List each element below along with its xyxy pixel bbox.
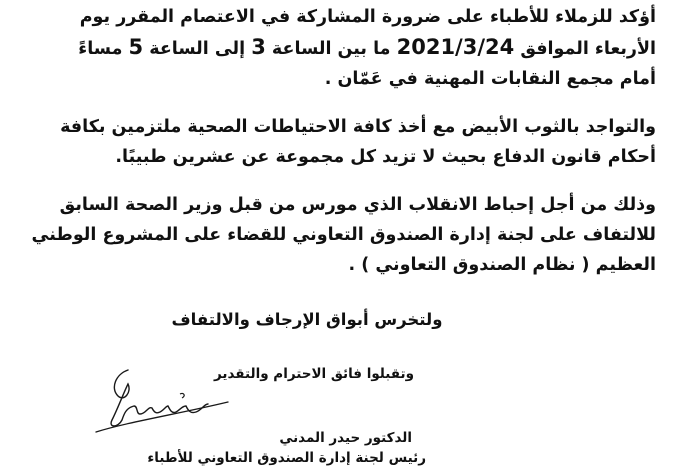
paragraph-attire-precautions [30,112,656,172]
text-line: أحكام قانون الدفاع بحيث لا تزيد كل مجموعة عن عشرين طبيبًا. [115,147,656,167]
paragraph-purpose [30,190,656,280]
text-line: العظيم ( نظام الصندوق التعاوني ) . [348,255,656,275]
text-line: للالتفاف على لجنة إدارة الصندوق التعاوني للقضاء على المشروع الوطني [31,225,656,245]
text-fragment: ما بين الساعة [265,39,397,59]
text-line: والتواجد بالثوب الأبيض مع أخذ كافة الاحتياطات الصحية ملتزمين بكافة [60,117,656,137]
text-line: وذلك من أجل إحباط الانقلاب الذي مورس من قبل وزير الصحة السابق [59,195,656,215]
date-value: 2021/3/24 [396,35,515,59]
closing-greeting: وتقبلوا فائق الاحترام والتقدير [214,366,414,382]
text-fragment: الأربعاء الموافق [514,39,656,59]
slogan: ولتخرس أبواق الإرجاف والالتفاف [171,310,443,329]
end-hour-value: 5 [128,35,144,59]
text-line: أمام مجمع النقابات المهنية في عَمّان . [324,69,656,89]
signer-title: رئيس لجنة إدارة الصندوق التعاوني للأطباء [147,450,426,466]
handwritten-signature [88,362,238,440]
text-line-date-time [30,32,656,64]
text-fragment: مساءً [78,39,129,59]
signer-name: الدكتور حيدر المدني [279,430,412,446]
paragraph-sit-in-call [30,2,656,94]
start-hour-value: 3 [251,35,266,59]
text-line: أؤكد للزملاء للأطباء على ضرورة المشاركة في الاعتصام المقرر يوم [79,7,656,27]
text-fragment: إلى الساعة [143,39,252,59]
